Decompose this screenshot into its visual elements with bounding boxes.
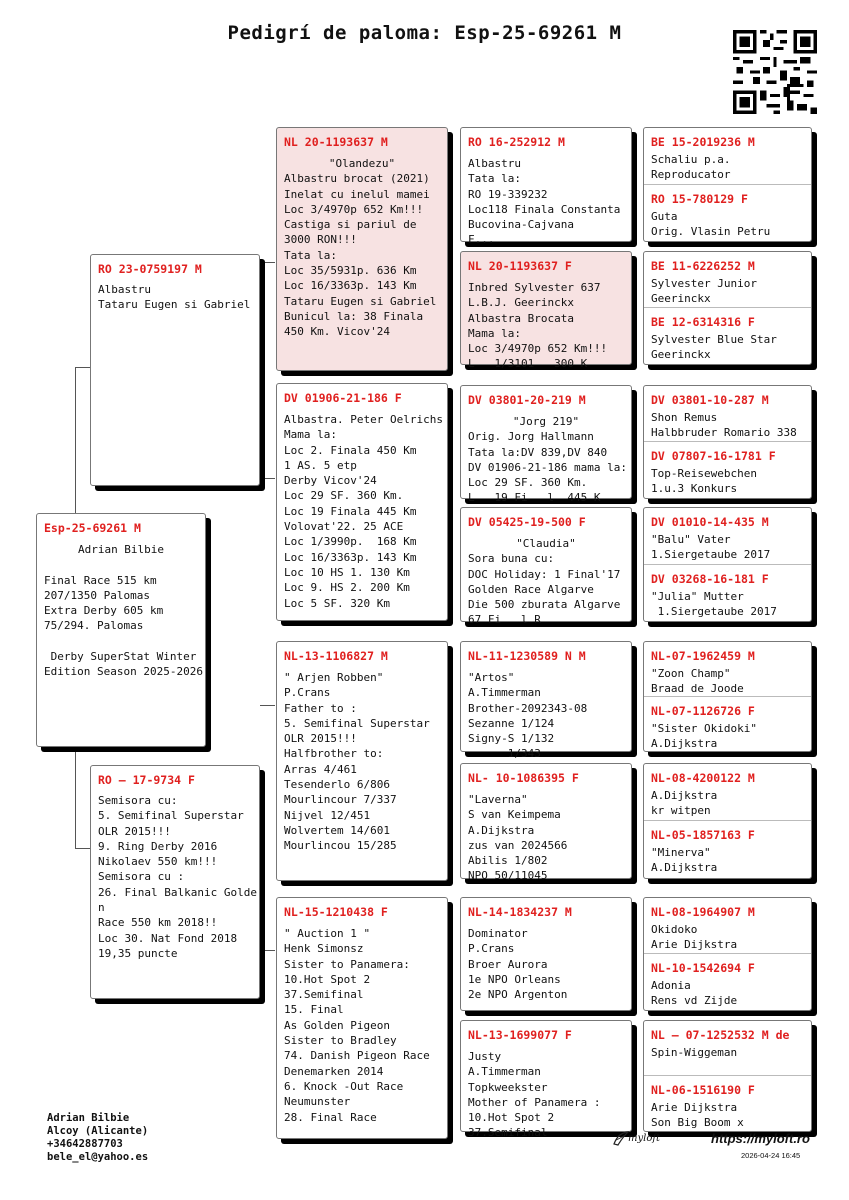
gggp-ring: DV 03801-10-287 M [651,393,769,407]
ggp-text: Dominator P.Crans Broer Aurora 1e NPO Orleans 2e NPO Argenton [468,927,568,1002]
gggp-text: Schaliu p.a. Reproducator [651,153,731,182]
gggp-ring: BE 11-6226252 M [651,259,755,273]
gggp-ring: RO 15-780129 F [651,192,748,206]
gggp-text: "Sister Okidoki" A.Dijkstra [651,722,757,751]
ggp-ring: DV 03801-20-219 M [468,393,586,407]
grandparent-card-ds [276,641,448,881]
gggp-ring: NL-06-1516190 F [651,1083,755,1097]
sire-card [90,254,260,486]
gggp-text: Okidoko Arie Dijkstra [651,923,738,952]
grandparent-ring: NL-13-1106827 M [284,649,388,663]
dam-card [90,765,260,999]
gggp-text: Adonia Rens vd Zijde [651,979,738,1008]
gggp-ring: NL-08-1964907 M [651,905,755,919]
gggp-ring: NL-07-1962459 M [651,649,755,663]
ggp-name: "Jorg 219" [512,415,580,428]
sire-text: Albastru Tataru Eugen si Gabriel [98,283,251,312]
gggp-ring: NL-07-1126726 F [651,704,755,718]
grandparent-card-sd [276,383,448,621]
grandparent-card-dd [276,897,448,1139]
gggp-text: "Julia" Mutter 1.Siergetaube 2017 [651,590,777,619]
ggp-text: Justy A.Timmerman Topkweekster Mother of Panamera : 10.Hot Spot 2 37.Semifinal [468,1050,601,1140]
great-grandparent-card [460,127,632,247]
grandparent-text: " Arjen Robben" P.Crans Father to : 5. Semifinal Superstar OLR 2015!!! Halfbrother to: Arras 4/461 Tesenderlo 6/806 Mourlincour 7/337 Nijvel 12/451 Wolvertem 14/601 Mourlincou 15/285 [284,671,430,853]
gggp-ring: BE 15-2019236 M [651,135,755,149]
gggp-text: Arie Dijkstra Son Big Boom x [651,1101,744,1130]
gggp-text: Guta Orig. Vlasin Petru [651,210,771,239]
connector-line [75,848,90,849]
ggp-ring: NL-11-1230589 N M [468,649,586,663]
gggp-ring: NL-08-4200122 M [651,771,755,785]
ggp-ring: NL-14-1834237 M [468,905,572,919]
ggp-text: Albastru Tata la: RO 19-339232 Loc118 Finala Constanta Bucovina-Cajvana F... [468,157,621,247]
ggp-text: Orig. Jorg Hallmann Tata la:DV 839,DV 840 DV 01906-21-186 mama la: Loc 29 SF. 360 Km. L 19 Fi l 445 K [468,430,627,505]
ggp-text: Inbred Sylvester 637 L.B.J. Geerinckx Albastra Brocata Mama la: Loc 3/4970p 652 Km!!! L 1/3101 300 K [468,281,608,371]
subject-ring: Esp-25-69261 M [44,521,141,535]
connector-line [260,705,275,706]
gggp-text: Sylvester Blue Star Geerinckx [651,333,777,362]
ggp-ring: DV 05425-19-500 F [468,515,586,529]
subject-name: Adrian Bilbie [77,543,165,556]
gggp-pair-card [643,385,812,499]
dam-text: Semisora cu: 5. Semifinal Superstar OLR 2015!!! 9. Ring Derby 2016 Nikolaev 550 km!!! Semisora cu : 26. Final Balkanic Golde n Race 550 km 2018!! Loc 30. Nat Fond 2018 19,35 puncte [98,794,257,960]
grandparent-text: " Auction 1 " Henk Simonsz Sister to Panamera: 10.Hot Spot 2 37.Semifinal 15. Final As Golden Pigeon Sister to Bradley 74. Danish Pigeon Race Denemarken 2014 6. Knock -Out Race Neumunster 28. Final Race [284,927,430,1124]
grandparent-card-ss [276,127,448,371]
gggp-ring: NL-10-1542694 F [651,961,755,975]
great-grandparent-card [460,507,632,627]
gggp-ring: DV 07807-16-1781 F [651,449,776,463]
ggp-text: "Laverna" S van Keimpema A.Dijkstra zus van 2024566 Abilis 1/802 NPO 50/11045 [468,793,568,883]
gggp-ring: NL-05-1857163 F [651,828,755,842]
connector-line [260,950,275,951]
gggp-pair-card [643,127,812,242]
gggp-text: "Minerva" A.Dijkstra [651,846,718,875]
ggp-ring: NL 20-1193637 F [468,259,572,273]
gggp-pair-card [643,641,812,752]
gggp-text: "Balu" Vater 1.Siergetaube 2017 [651,533,771,562]
print-date: 2026-04-24 16:45 [741,1151,801,1160]
great-grandparent-card [460,897,632,1011]
grandparent-ring: NL-15-1210438 F [284,905,388,919]
page-title: Pedigrí de paloma: Esp-25-69261 M [227,22,622,44]
gggp-pair-card [643,1020,812,1132]
dam-ring: RO – 17-9734 F [98,773,195,787]
gggp-text: Top-Reisewebchen 1.u.3 Konkurs [651,467,757,496]
connector-line [260,262,275,263]
gggp-ring: BE 12-6314316 F [651,315,755,329]
subject-text: Final Race 515 km 207/1350 Palomas Extra Derby 605 km 75/294. Palomas Derby SuperStat Winter Edition Season 2025-2026 [44,573,203,679]
grandparent-name: "Olandezu" [328,157,396,170]
gggp-pair-card [643,507,812,622]
great-grandparent-card [460,385,632,505]
owner-contact: Adrian Bilbie Alcoy (Alicante) +34642887703 bele_el@yahoo.es [47,1112,149,1163]
qr-code [733,30,817,114]
gggp-pair-card [643,763,812,879]
great-grandparent-card [460,1020,632,1140]
gggp-pair-card [643,897,812,1011]
grandparent-text: Albastru brocat (2021) Inelat cu inelul mamei Loc 3/4970p 652 Km!!! Castiga si pariul de 3000 RON!!! Tata la: Loc 35/5931p. 636 Km Loc 16/3363p. 143 Km Tataru Eugen si Gabriel Bunicul la: 38 Finala 450 Km. Vicov'24 [284,172,437,339]
great-grandparent-card [460,641,632,761]
great-grandparent-card [460,763,632,883]
ggp-text: "Artos" A.Timmerman Brother-2092343-08 Sezanne 1/124 Signy-S 1/132 1/343 [468,671,588,761]
gggp-text: "Zoon Champ" Braad de Joode [651,667,744,696]
gggp-text: Sylvester Junior Geerinckx [651,277,757,306]
ggp-name: "Claudia" [516,537,576,550]
ggp-ring: NL- 10-1086395 F [468,771,579,785]
brand-url[interactable]: https://myloft.ro [711,1131,810,1146]
gggp-text: A.Dijkstra kr witpen [651,789,718,818]
sire-ring: RO 23-0759197 M [98,262,202,276]
gggp-ring: DV 03268-16-181 F [651,572,769,586]
grandparent-ring: DV 01906-21-186 F [284,391,402,405]
connector-line [75,743,76,848]
gggp-ring: DV 01010-14-435 M [651,515,769,529]
subject-card [36,513,206,747]
grandparent-ring: NL 20-1193637 M [284,135,388,149]
ggp-text: Sora buna cu: DOC Holiday: 1 Final'17 Golden Race Algarve Die 500 zburata Algarve 67 Fi l R [468,552,621,627]
gggp-pair-card [643,251,812,365]
connector-line [75,367,76,515]
great-grandparent-card [460,251,632,371]
gggp-text: Shon Remus Halbbruder Romario 338 [651,411,797,440]
ggp-ring: NL-13-1699077 F [468,1028,572,1042]
brand-logo-text: myloft [628,1133,661,1144]
gggp-ring: NL – 07-1252532 M de [651,1028,790,1042]
grandparent-text: Albastra. Peter Oelrichs Mama la: Loc 2. Finala 450 Km 1 AS. 5 etp Derby Vicov'24 Loc 29 SF. 360 Km. Loc 19 Finala 445 Km Volovat'22. 25 ACE Loc 1/3990p. 168 Km Loc 16/3363p. 143 Km Loc 10 HS 1. 130 Km Loc 9. HS 2. 200 Km Loc 5 SF. 320 Km [284,413,443,610]
ggp-ring: RO 16-252912 M [468,135,565,149]
connector-line [75,367,90,368]
connector-line [260,478,275,479]
gggp-text: Spin-Wiggeman [651,1046,738,1059]
